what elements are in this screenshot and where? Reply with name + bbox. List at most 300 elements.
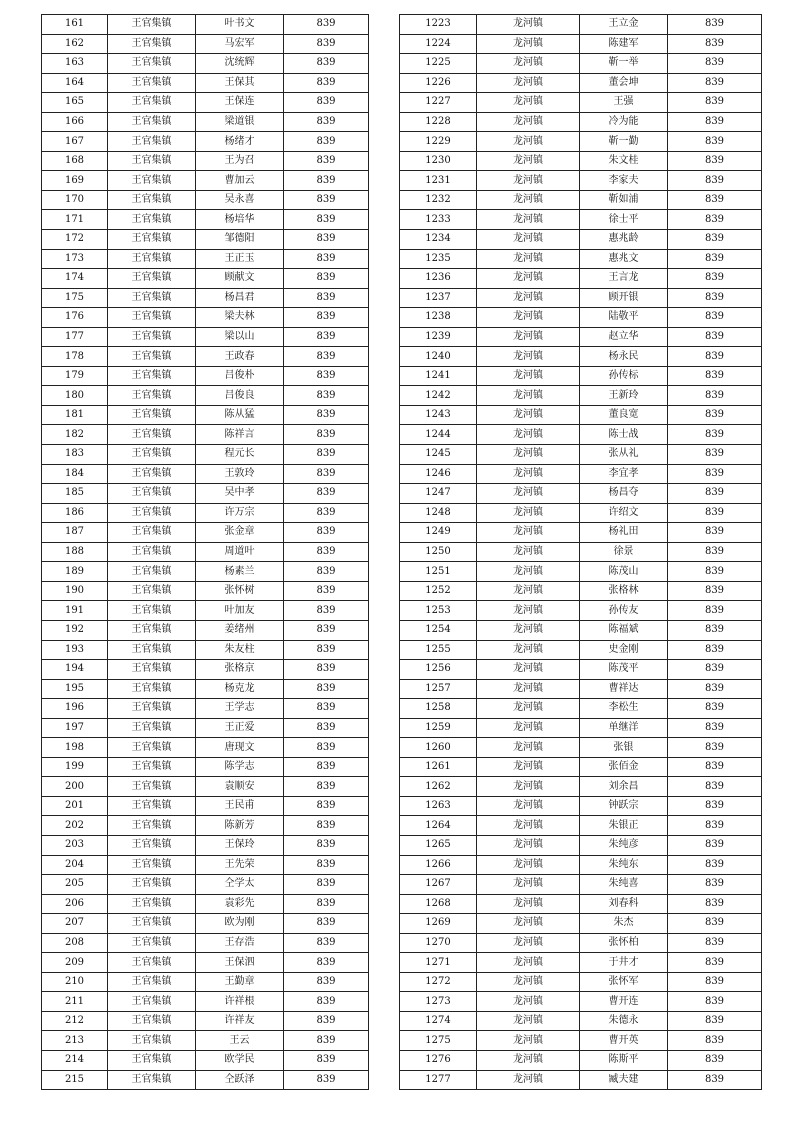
row-number-cell: 207 — [42, 914, 108, 934]
person-name-cell: 王云 — [196, 1031, 284, 1051]
table-row — [42, 679, 369, 699]
person-name-cell: 王民甫 — [196, 796, 284, 816]
amount-cell: 839 — [284, 386, 369, 406]
town-name-cell: 王官集镇 — [108, 484, 196, 504]
person-name-cell: 王先荣 — [196, 855, 284, 875]
person-name-cell: 王立金 — [580, 15, 668, 35]
row-number-cell: 168 — [42, 151, 108, 171]
amount-cell: 839 — [668, 992, 762, 1012]
amount-cell: 839 — [284, 210, 369, 230]
town-name-cell: 龙河镇 — [477, 581, 580, 601]
row-number-cell: 172 — [42, 230, 108, 250]
town-name-cell: 王官集镇 — [108, 230, 196, 250]
town-name-cell: 龙河镇 — [477, 835, 580, 855]
town-name-cell: 王官集镇 — [108, 992, 196, 1012]
table-row — [400, 484, 762, 504]
town-name-cell: 龙河镇 — [477, 953, 580, 973]
table-row — [42, 777, 369, 797]
amount-cell: 839 — [284, 523, 369, 543]
town-name-cell: 龙河镇 — [477, 73, 580, 93]
person-name-cell: 于井才 — [580, 953, 668, 973]
row-number-cell: 201 — [42, 796, 108, 816]
roster-table-left — [41, 14, 369, 1090]
town-name-cell: 王官集镇 — [108, 249, 196, 269]
person-name-cell: 沈统辉 — [196, 54, 284, 74]
row-number-cell: 1272 — [400, 972, 477, 992]
town-name-cell: 王官集镇 — [108, 93, 196, 113]
table-row — [42, 171, 369, 191]
town-name-cell: 王官集镇 — [108, 366, 196, 386]
amount-cell: 839 — [284, 835, 369, 855]
row-number-cell: 210 — [42, 972, 108, 992]
town-name-cell: 王官集镇 — [108, 875, 196, 895]
person-name-cell: 周道叶 — [196, 542, 284, 562]
amount-cell: 839 — [668, 620, 762, 640]
row-number-cell: 179 — [42, 366, 108, 386]
amount-cell: 839 — [668, 484, 762, 504]
row-number-cell: 1247 — [400, 484, 477, 504]
row-number-cell: 1235 — [400, 249, 477, 269]
row-number-cell: 174 — [42, 269, 108, 289]
amount-cell: 839 — [284, 405, 369, 425]
person-name-cell: 刘春科 — [580, 894, 668, 914]
table-row — [42, 914, 369, 934]
table-row — [400, 93, 762, 113]
town-name-cell: 龙河镇 — [477, 757, 580, 777]
table-row — [400, 953, 762, 973]
person-name-cell: 王保其 — [196, 73, 284, 93]
amount-cell: 839 — [284, 914, 369, 934]
table-row — [42, 308, 369, 328]
person-name-cell: 陈从猛 — [196, 405, 284, 425]
person-name-cell: 靳一勤 — [580, 132, 668, 152]
row-number-cell: 1274 — [400, 1011, 477, 1031]
amount-cell: 839 — [284, 171, 369, 191]
table-row — [400, 386, 762, 406]
person-name-cell: 曹加云 — [196, 171, 284, 191]
town-name-cell: 王官集镇 — [108, 405, 196, 425]
table-row — [42, 93, 369, 113]
row-number-cell: 175 — [42, 288, 108, 308]
table-row — [400, 640, 762, 660]
person-name-cell: 邹德阳 — [196, 230, 284, 250]
row-number-cell: 1262 — [400, 777, 477, 797]
row-number-cell: 161 — [42, 15, 108, 35]
person-name-cell: 朱德永 — [580, 1011, 668, 1031]
amount-cell: 839 — [284, 679, 369, 699]
amount-cell: 839 — [668, 1050, 762, 1070]
town-name-cell: 王官集镇 — [108, 562, 196, 582]
town-name-cell: 王官集镇 — [108, 933, 196, 953]
row-number-cell: 213 — [42, 1031, 108, 1051]
person-name-cell: 吴永喜 — [196, 190, 284, 210]
table-row — [400, 542, 762, 562]
row-number-cell: 167 — [42, 132, 108, 152]
roster-table-right — [399, 14, 762, 1090]
town-name-cell: 龙河镇 — [477, 933, 580, 953]
town-name-cell: 王官集镇 — [108, 542, 196, 562]
amount-cell: 839 — [284, 151, 369, 171]
row-number-cell: 197 — [42, 718, 108, 738]
row-number-cell: 1260 — [400, 738, 477, 758]
town-name-cell: 王官集镇 — [108, 73, 196, 93]
amount-cell: 839 — [284, 777, 369, 797]
person-name-cell: 史金刚 — [580, 640, 668, 660]
amount-cell: 839 — [668, 269, 762, 289]
table-row — [42, 1050, 369, 1070]
town-name-cell: 龙河镇 — [477, 503, 580, 523]
table-row — [400, 972, 762, 992]
town-name-cell: 王官集镇 — [108, 1050, 196, 1070]
town-name-cell: 龙河镇 — [477, 660, 580, 680]
row-number-cell: 191 — [42, 601, 108, 621]
table-row — [42, 464, 369, 484]
amount-cell: 839 — [284, 640, 369, 660]
table-row — [42, 953, 369, 973]
row-number-cell: 198 — [42, 738, 108, 758]
person-name-cell: 王正爱 — [196, 718, 284, 738]
person-name-cell: 朱纯彦 — [580, 835, 668, 855]
amount-cell: 839 — [284, 953, 369, 973]
person-name-cell: 朱纯喜 — [580, 875, 668, 895]
row-number-cell: 204 — [42, 855, 108, 875]
table-row — [400, 699, 762, 719]
table-row — [42, 542, 369, 562]
amount-cell: 839 — [668, 953, 762, 973]
person-name-cell: 董会坤 — [580, 73, 668, 93]
table-row — [400, 1050, 762, 1070]
amount-cell: 839 — [668, 308, 762, 328]
table-row — [42, 620, 369, 640]
town-name-cell: 王官集镇 — [108, 151, 196, 171]
row-number-cell: 165 — [42, 93, 108, 113]
town-name-cell: 龙河镇 — [477, 230, 580, 250]
row-number-cell: 183 — [42, 445, 108, 465]
row-number-cell: 1236 — [400, 269, 477, 289]
table-row — [400, 327, 762, 347]
amount-cell: 839 — [284, 425, 369, 445]
row-number-cell: 209 — [42, 953, 108, 973]
row-number-cell: 206 — [42, 894, 108, 914]
row-number-cell: 1228 — [400, 112, 477, 132]
amount-cell: 839 — [668, 875, 762, 895]
row-number-cell: 1233 — [400, 210, 477, 230]
table-row — [400, 503, 762, 523]
table-row — [42, 249, 369, 269]
amount-cell: 839 — [668, 855, 762, 875]
table-row — [400, 425, 762, 445]
town-name-cell: 王官集镇 — [108, 210, 196, 230]
row-number-cell: 1234 — [400, 230, 477, 250]
town-name-cell: 王官集镇 — [108, 288, 196, 308]
row-number-cell: 188 — [42, 542, 108, 562]
row-number-cell: 202 — [42, 816, 108, 836]
table-row — [400, 581, 762, 601]
town-name-cell: 龙河镇 — [477, 1011, 580, 1031]
row-number-cell: 1241 — [400, 366, 477, 386]
row-number-cell: 1265 — [400, 835, 477, 855]
row-number-cell: 1276 — [400, 1050, 477, 1070]
row-number-cell: 162 — [42, 34, 108, 54]
table-row — [400, 308, 762, 328]
town-name-cell: 龙河镇 — [477, 425, 580, 445]
table-row — [400, 1011, 762, 1031]
table-row — [42, 660, 369, 680]
person-name-cell: 张怀树 — [196, 581, 284, 601]
person-name-cell: 陈斯平 — [580, 1050, 668, 1070]
amount-cell: 839 — [284, 562, 369, 582]
row-number-cell: 170 — [42, 190, 108, 210]
amount-cell: 839 — [284, 34, 369, 54]
town-name-cell: 龙河镇 — [477, 15, 580, 35]
amount-cell: 839 — [284, 1031, 369, 1051]
town-name-cell: 龙河镇 — [477, 718, 580, 738]
amount-cell: 839 — [284, 992, 369, 1012]
person-name-cell: 王学志 — [196, 699, 284, 719]
table-row — [42, 190, 369, 210]
town-name-cell: 王官集镇 — [108, 581, 196, 601]
amount-cell: 839 — [668, 15, 762, 35]
row-number-cell: 1248 — [400, 503, 477, 523]
amount-cell: 839 — [284, 288, 369, 308]
table-row — [42, 816, 369, 836]
row-number-cell: 1263 — [400, 796, 477, 816]
amount-cell: 839 — [284, 875, 369, 895]
person-name-cell: 曹开连 — [580, 992, 668, 1012]
person-name-cell: 王敦玲 — [196, 464, 284, 484]
amount-cell: 839 — [668, 347, 762, 367]
amount-cell: 839 — [284, 757, 369, 777]
table-row — [42, 327, 369, 347]
person-name-cell: 马宏军 — [196, 34, 284, 54]
town-name-cell: 王官集镇 — [108, 1031, 196, 1051]
amount-cell: 839 — [668, 132, 762, 152]
amount-cell: 839 — [284, 347, 369, 367]
amount-cell: 839 — [284, 93, 369, 113]
amount-cell: 839 — [668, 796, 762, 816]
person-name-cell: 程元长 — [196, 445, 284, 465]
amount-cell: 839 — [668, 835, 762, 855]
row-number-cell: 1251 — [400, 562, 477, 582]
row-number-cell: 1223 — [400, 15, 477, 35]
row-number-cell: 211 — [42, 992, 108, 1012]
row-number-cell: 1255 — [400, 640, 477, 660]
row-number-cell: 1259 — [400, 718, 477, 738]
person-name-cell: 许祥友 — [196, 1011, 284, 1031]
amount-cell: 839 — [284, 269, 369, 289]
town-name-cell: 王官集镇 — [108, 835, 196, 855]
person-name-cell: 顾献文 — [196, 269, 284, 289]
table-row — [400, 464, 762, 484]
amount-cell: 839 — [284, 816, 369, 836]
row-number-cell: 194 — [42, 660, 108, 680]
amount-cell: 839 — [284, 15, 369, 35]
table-row — [400, 620, 762, 640]
amount-cell: 839 — [668, 288, 762, 308]
table-row — [400, 190, 762, 210]
amount-cell: 839 — [668, 230, 762, 250]
town-name-cell: 王官集镇 — [108, 523, 196, 543]
town-name-cell: 龙河镇 — [477, 796, 580, 816]
row-number-cell: 1232 — [400, 190, 477, 210]
person-name-cell: 张金章 — [196, 523, 284, 543]
row-number-cell: 182 — [42, 425, 108, 445]
row-number-cell: 1269 — [400, 914, 477, 934]
person-name-cell: 王保玲 — [196, 835, 284, 855]
table-row — [400, 230, 762, 250]
table-row — [400, 15, 762, 35]
row-number-cell: 195 — [42, 679, 108, 699]
person-name-cell: 王勤章 — [196, 972, 284, 992]
row-number-cell: 1258 — [400, 699, 477, 719]
table-row — [400, 777, 762, 797]
town-name-cell: 龙河镇 — [477, 699, 580, 719]
row-number-cell: 185 — [42, 484, 108, 504]
town-name-cell: 龙河镇 — [477, 308, 580, 328]
table-row — [42, 288, 369, 308]
table-row — [42, 933, 369, 953]
table-row — [42, 112, 369, 132]
table-row — [400, 34, 762, 54]
row-number-cell: 184 — [42, 464, 108, 484]
amount-cell: 839 — [668, 562, 762, 582]
amount-cell: 839 — [668, 1011, 762, 1031]
amount-cell: 839 — [668, 542, 762, 562]
row-number-cell: 166 — [42, 112, 108, 132]
table-row — [42, 523, 369, 543]
person-name-cell: 单继洋 — [580, 718, 668, 738]
person-name-cell: 臧夫建 — [580, 1070, 668, 1090]
row-number-cell: 169 — [42, 171, 108, 191]
table-row — [42, 269, 369, 289]
person-name-cell: 杨昌君 — [196, 288, 284, 308]
row-number-cell: 190 — [42, 581, 108, 601]
table-row — [42, 73, 369, 93]
person-name-cell: 朱银正 — [580, 816, 668, 836]
town-name-cell: 王官集镇 — [108, 190, 196, 210]
town-name-cell: 龙河镇 — [477, 347, 580, 367]
row-number-cell: 214 — [42, 1050, 108, 1070]
town-name-cell: 龙河镇 — [477, 640, 580, 660]
row-number-cell: 1230 — [400, 151, 477, 171]
amount-cell: 839 — [284, 484, 369, 504]
person-name-cell: 顾开银 — [580, 288, 668, 308]
row-number-cell: 200 — [42, 777, 108, 797]
table-row — [42, 835, 369, 855]
town-name-cell: 龙河镇 — [477, 171, 580, 191]
town-name-cell: 龙河镇 — [477, 405, 580, 425]
amount-cell: 839 — [668, 190, 762, 210]
table-row — [42, 972, 369, 992]
amount-cell: 839 — [668, 249, 762, 269]
table-row — [42, 151, 369, 171]
person-name-cell: 许祥根 — [196, 992, 284, 1012]
table-row — [400, 757, 762, 777]
row-number-cell: 1229 — [400, 132, 477, 152]
person-name-cell: 赵立华 — [580, 327, 668, 347]
town-name-cell: 龙河镇 — [477, 894, 580, 914]
person-name-cell: 仝跃泽 — [196, 1070, 284, 1090]
row-number-cell: 1277 — [400, 1070, 477, 1090]
amount-cell: 839 — [284, 542, 369, 562]
row-number-cell: 205 — [42, 875, 108, 895]
amount-cell: 839 — [284, 1050, 369, 1070]
town-name-cell: 王官集镇 — [108, 601, 196, 621]
table-row — [400, 405, 762, 425]
row-number-cell: 1254 — [400, 620, 477, 640]
amount-cell: 839 — [284, 1011, 369, 1031]
table-row — [42, 132, 369, 152]
town-name-cell: 王官集镇 — [108, 640, 196, 660]
row-number-cell: 171 — [42, 210, 108, 230]
town-name-cell: 龙河镇 — [477, 620, 580, 640]
person-name-cell: 欧为刚 — [196, 914, 284, 934]
town-name-cell: 王官集镇 — [108, 660, 196, 680]
town-name-cell: 龙河镇 — [477, 34, 580, 54]
table-row — [400, 523, 762, 543]
amount-cell: 839 — [284, 796, 369, 816]
table-row — [42, 210, 369, 230]
amount-cell: 839 — [668, 210, 762, 230]
row-number-cell: 1226 — [400, 73, 477, 93]
person-name-cell: 李松生 — [580, 699, 668, 719]
amount-cell: 839 — [668, 327, 762, 347]
row-number-cell: 1237 — [400, 288, 477, 308]
row-number-cell: 1227 — [400, 93, 477, 113]
amount-cell: 839 — [668, 601, 762, 621]
amount-cell: 839 — [668, 54, 762, 74]
amount-cell: 839 — [284, 445, 369, 465]
amount-cell: 839 — [668, 757, 762, 777]
person-name-cell: 陈福斌 — [580, 620, 668, 640]
table-row — [42, 1070, 369, 1090]
amount-cell: 839 — [668, 581, 762, 601]
row-number-cell: 1231 — [400, 171, 477, 191]
town-name-cell: 龙河镇 — [477, 464, 580, 484]
town-name-cell: 龙河镇 — [477, 1031, 580, 1051]
row-number-cell: 163 — [42, 54, 108, 74]
table-row — [42, 738, 369, 758]
person-name-cell: 杨培华 — [196, 210, 284, 230]
person-name-cell: 朱杰 — [580, 914, 668, 934]
person-name-cell: 张佰金 — [580, 757, 668, 777]
person-name-cell: 梁夫林 — [196, 308, 284, 328]
amount-cell: 839 — [668, 425, 762, 445]
table-row — [42, 718, 369, 738]
person-name-cell: 欧学民 — [196, 1050, 284, 1070]
row-number-cell: 173 — [42, 249, 108, 269]
town-name-cell: 龙河镇 — [477, 366, 580, 386]
amount-cell: 839 — [668, 366, 762, 386]
amount-cell: 839 — [284, 54, 369, 74]
table-row — [400, 112, 762, 132]
person-name-cell: 孙传标 — [580, 366, 668, 386]
table-row — [400, 73, 762, 93]
row-number-cell: 1249 — [400, 523, 477, 543]
person-name-cell: 张格林 — [580, 581, 668, 601]
amount-cell: 839 — [668, 660, 762, 680]
table-row — [42, 757, 369, 777]
amount-cell: 839 — [284, 73, 369, 93]
town-name-cell: 龙河镇 — [477, 601, 580, 621]
table-row — [400, 894, 762, 914]
row-number-cell: 199 — [42, 757, 108, 777]
person-name-cell: 王为召 — [196, 151, 284, 171]
table-row — [42, 484, 369, 504]
town-name-cell: 王官集镇 — [108, 54, 196, 74]
person-name-cell: 袁顺安 — [196, 777, 284, 797]
table-row — [400, 249, 762, 269]
